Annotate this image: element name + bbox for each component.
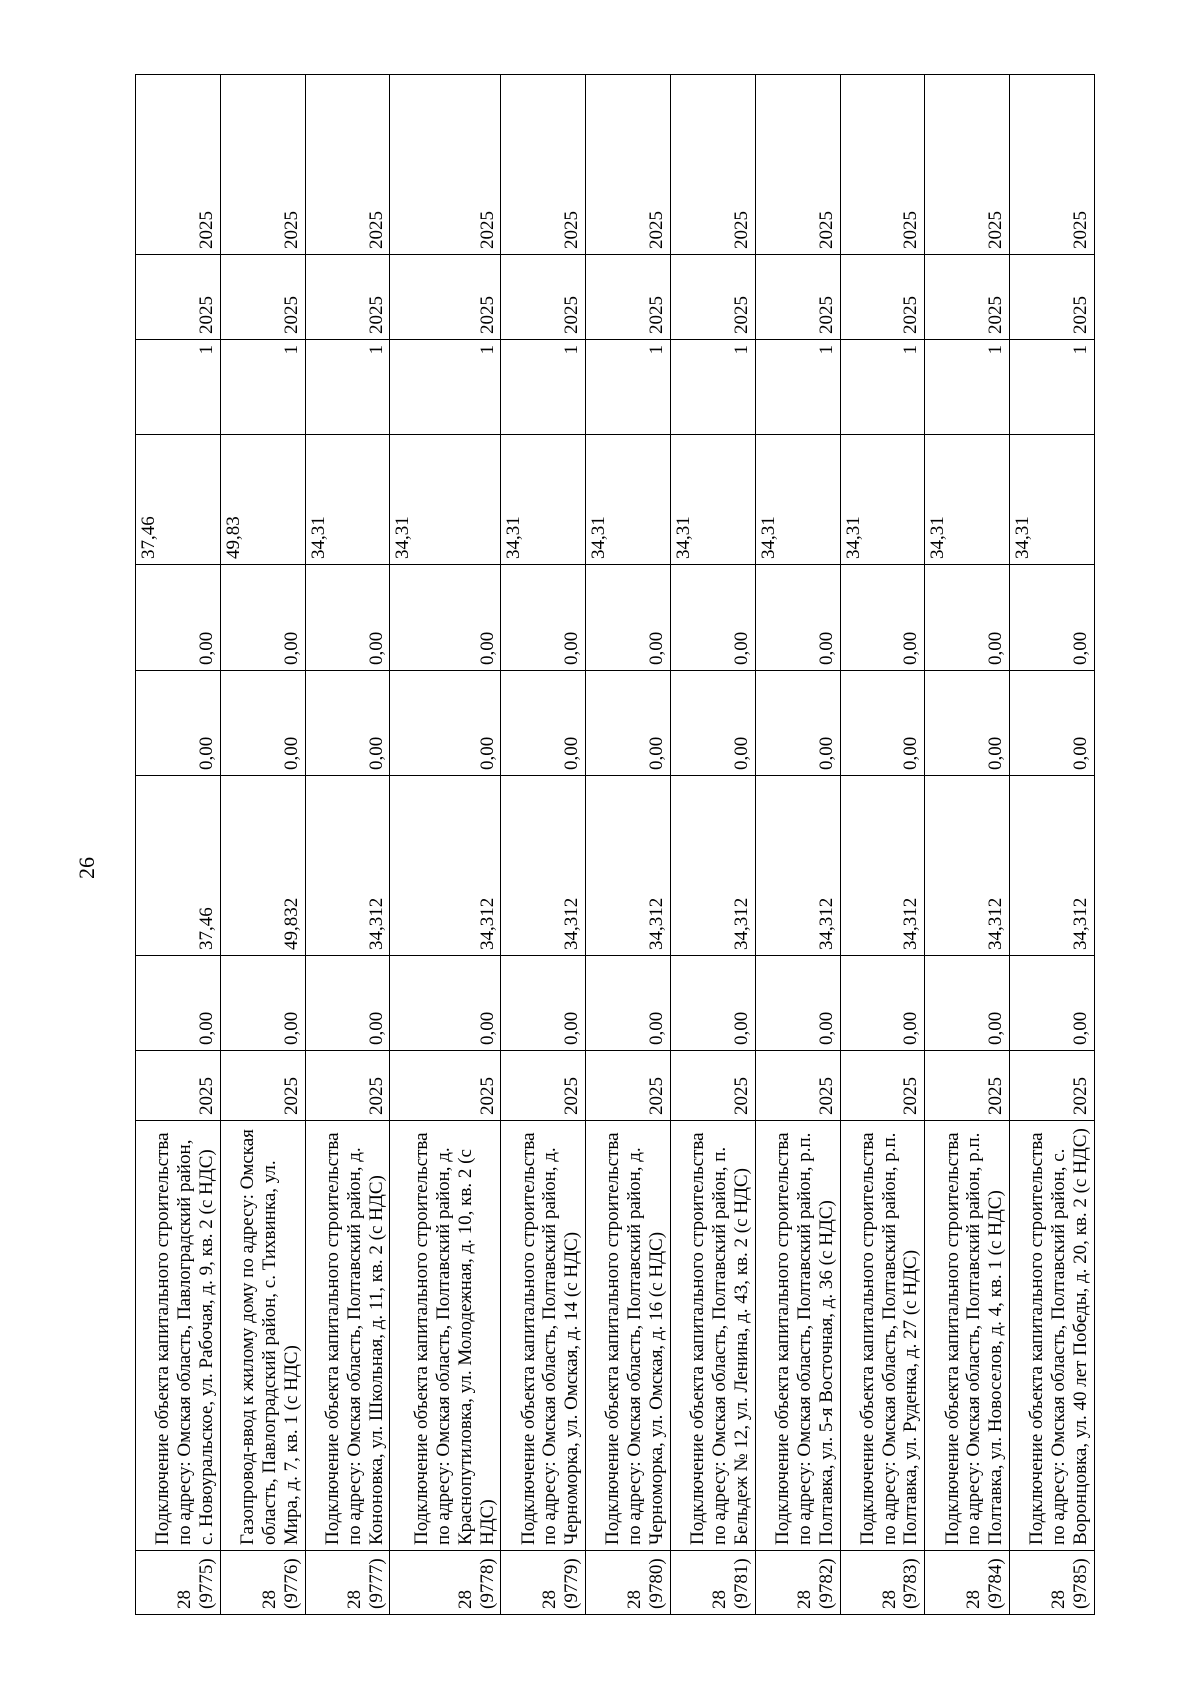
object-name-cell: Подключение объекта капитального строительства по адресу: Омская область, Полтавский район, д. Краснопутиловка, ул. Молодежная, д. 10, кв. 2 (с НДС) (390, 1121, 501, 1551)
row-id-cell: 28 (9780) (586, 1551, 671, 1615)
table-row (305, 75, 390, 1615)
value-e-cell: 34,31 (925, 435, 1010, 565)
value-d-cell: 0,00 (220, 565, 305, 671)
year-cell: 2025 (390, 1051, 501, 1121)
year-end-cell: 2025 (586, 75, 671, 255)
value-b-cell: 49,832 (220, 776, 305, 956)
year-start-cell: 2025 (840, 255, 925, 340)
row-id-cell: 28 (9779) (501, 1551, 586, 1615)
value-d-cell: 0,00 (305, 565, 390, 671)
value-b-cell: 34,312 (840, 776, 925, 956)
table-row (670, 75, 755, 1615)
count-cell: 1 (390, 340, 501, 435)
object-name-cell: Подключение объекта капитального строительства по адресу: Омская область, Павлоградский район, с. Новоуральское, ул. Рабочая, д. 9, кв. 2 (с НДС) (136, 1121, 221, 1551)
value-b-cell: 34,312 (501, 776, 586, 956)
value-d-cell: 0,00 (1010, 565, 1095, 671)
count-cell: 1 (136, 340, 221, 435)
year-start-cell: 2025 (925, 255, 1010, 340)
value-b-cell: 37,46 (136, 776, 221, 956)
row-id-cell: 28 (9776) (220, 1551, 305, 1615)
value-e-cell: 34,31 (586, 435, 671, 565)
year-start-cell: 2025 (136, 255, 221, 340)
year-start-cell: 2025 (586, 255, 671, 340)
object-name-cell: Подключение объекта капитального строительства по адресу: Омская область, Полтавский район, р.п. Полтавка, ул. 5-я Восточная, д. 36 (с НДС) (755, 1121, 840, 1551)
value-e-cell: 49,83 (220, 435, 305, 565)
value-d-cell: 0,00 (670, 565, 755, 671)
table-row (925, 75, 1010, 1615)
table-row (840, 75, 925, 1615)
value-c-cell: 0,00 (670, 671, 755, 776)
value-a-cell: 0,00 (220, 956, 305, 1051)
year-end-cell: 2025 (136, 75, 221, 255)
year-cell: 2025 (220, 1051, 305, 1121)
value-a-cell: 0,00 (925, 956, 1010, 1051)
value-e-cell: 34,31 (305, 435, 390, 565)
year-start-cell: 2025 (390, 255, 501, 340)
value-a-cell: 0,00 (586, 956, 671, 1051)
table-row (220, 75, 305, 1615)
row-id-cell: 28 (9785) (1010, 1551, 1095, 1615)
value-d-cell: 0,00 (586, 565, 671, 671)
value-c-cell: 0,00 (501, 671, 586, 776)
year-cell: 2025 (136, 1051, 221, 1121)
count-cell: 1 (1010, 340, 1095, 435)
year-start-cell: 2025 (501, 255, 586, 340)
count-cell: 1 (305, 340, 390, 435)
count-cell: 1 (220, 340, 305, 435)
value-c-cell: 0,00 (220, 671, 305, 776)
value-e-cell: 34,31 (1010, 435, 1095, 565)
year-cell: 2025 (501, 1051, 586, 1121)
value-e-cell: 34,31 (755, 435, 840, 565)
row-id-cell: 28 (9777) (305, 1551, 390, 1615)
value-b-cell: 34,312 (925, 776, 1010, 956)
value-a-cell: 0,00 (670, 956, 755, 1051)
count-cell: 1 (670, 340, 755, 435)
value-b-cell: 34,312 (670, 776, 755, 956)
value-d-cell: 0,00 (840, 565, 925, 671)
year-end-cell: 2025 (1010, 75, 1095, 255)
value-e-cell: 34,31 (390, 435, 501, 565)
value-a-cell: 0,00 (1010, 956, 1095, 1051)
page-number: 26 (74, 857, 99, 879)
count-cell: 1 (501, 340, 586, 435)
table-row (501, 75, 586, 1615)
row-id-cell: 28 (9781) (670, 1551, 755, 1615)
year-end-cell: 2025 (501, 75, 586, 255)
value-c-cell: 0,00 (390, 671, 501, 776)
year-cell: 2025 (840, 1051, 925, 1121)
year-end-cell: 2025 (755, 75, 840, 255)
value-e-cell: 34,31 (670, 435, 755, 565)
year-end-cell: 2025 (220, 75, 305, 255)
year-cell: 2025 (1010, 1051, 1095, 1121)
value-b-cell: 34,312 (586, 776, 671, 956)
value-b-cell: 34,312 (1010, 776, 1095, 956)
object-name-cell: Подключение объекта капитального строительства по адресу: Омская область, Полтавский район, д. Черноморка, ул. Омская, д. 14 (с НДС) (501, 1121, 586, 1551)
year-start-cell: 2025 (1010, 255, 1095, 340)
year-end-cell: 2025 (390, 75, 501, 255)
value-a-cell: 0,00 (390, 956, 501, 1051)
value-e-cell: 37,46 (136, 435, 221, 565)
rotated-table-container (135, 75, 1095, 1615)
table-row (1010, 75, 1095, 1615)
value-e-cell: 34,31 (840, 435, 925, 565)
year-cell: 2025 (586, 1051, 671, 1121)
value-c-cell: 0,00 (305, 671, 390, 776)
table-row (136, 75, 221, 1615)
value-d-cell: 0,00 (136, 565, 221, 671)
row-id-cell: 28 (9783) (840, 1551, 925, 1615)
value-b-cell: 34,312 (305, 776, 390, 956)
value-d-cell: 0,00 (925, 565, 1010, 671)
object-name-cell: Подключение объекта капитального строительства по адресу: Омская область, Полтавский район, р.п. Полтавка, ул. Руденка, д. 27 (с НДС) (840, 1121, 925, 1551)
count-cell: 1 (586, 340, 671, 435)
value-c-cell: 0,00 (1010, 671, 1095, 776)
year-cell: 2025 (925, 1051, 1010, 1121)
object-name-cell: Подключение объекта капитального строительства по адресу: Омская область, Полтавский район, с. Воронцовка, ул. 40 лет Победы, д. 20, кв. 2 (с НДС) (1010, 1121, 1095, 1551)
row-id-cell: 28 (9782) (755, 1551, 840, 1615)
year-end-cell: 2025 (840, 75, 925, 255)
object-name-cell: Газопровод-ввод к жилому дому по адресу: Омская область, Павлоградский район, с. Тихвинка, ул. Мира, д. 7, кв. 1 (с НДС) (220, 1121, 305, 1551)
table-row (755, 75, 840, 1615)
row-id-cell: 28 (9778) (390, 1551, 501, 1615)
investment-table (135, 74, 1095, 1615)
value-c-cell: 0,00 (925, 671, 1010, 776)
year-cell: 2025 (755, 1051, 840, 1121)
year-start-cell: 2025 (220, 255, 305, 340)
year-start-cell: 2025 (305, 255, 390, 340)
value-d-cell: 0,00 (755, 565, 840, 671)
table-row (586, 75, 671, 1615)
value-d-cell: 0,00 (390, 565, 501, 671)
value-e-cell: 34,31 (501, 435, 586, 565)
year-start-cell: 2025 (755, 255, 840, 340)
year-end-cell: 2025 (305, 75, 390, 255)
table-row (390, 75, 501, 1615)
year-end-cell: 2025 (670, 75, 755, 255)
row-id-cell: 28 (9775) (136, 1551, 221, 1615)
count-cell: 1 (925, 340, 1010, 435)
year-start-cell: 2025 (670, 255, 755, 340)
table-body (136, 75, 1095, 1615)
year-cell: 2025 (670, 1051, 755, 1121)
value-a-cell: 0,00 (305, 956, 390, 1051)
value-c-cell: 0,00 (755, 671, 840, 776)
row-id-cell: 28 (9784) (925, 1551, 1010, 1615)
value-c-cell: 0,00 (840, 671, 925, 776)
value-a-cell: 0,00 (501, 956, 586, 1051)
value-a-cell: 0,00 (840, 956, 925, 1051)
value-c-cell: 0,00 (586, 671, 671, 776)
object-name-cell: Подключение объекта капитального строительства по адресу: Омская область, Полтавский район, п. Бельдеж № 12, ул. Ленина, д. 43, кв. 2 (с НДС) (670, 1121, 755, 1551)
object-name-cell: Подключение объекта капитального строительства по адресу: Омская область, Полтавский район, р.п. Полтавка, ул. Новоселов, д. 4, кв. 1 (с НДС) (925, 1121, 1010, 1551)
value-a-cell: 0,00 (136, 956, 221, 1051)
object-name-cell: Подключение объекта капитального строительства по адресу: Омская область, Полтавский район, д. Черноморка, ул. Омская, д. 16 (с НДС) (586, 1121, 671, 1551)
value-c-cell: 0,00 (136, 671, 221, 776)
value-b-cell: 34,312 (755, 776, 840, 956)
value-a-cell: 0,00 (755, 956, 840, 1051)
object-name-cell: Подключение объекта капитального строительства по адресу: Омская область, Полтавский район, д. Кононовка, ул. Школьная, д. 11, кв. 2 (с НДС) (305, 1121, 390, 1551)
year-cell: 2025 (305, 1051, 390, 1121)
year-end-cell: 2025 (925, 75, 1010, 255)
count-cell: 1 (840, 340, 925, 435)
count-cell: 1 (755, 340, 840, 435)
value-b-cell: 34,312 (390, 776, 501, 956)
value-d-cell: 0,00 (501, 565, 586, 671)
